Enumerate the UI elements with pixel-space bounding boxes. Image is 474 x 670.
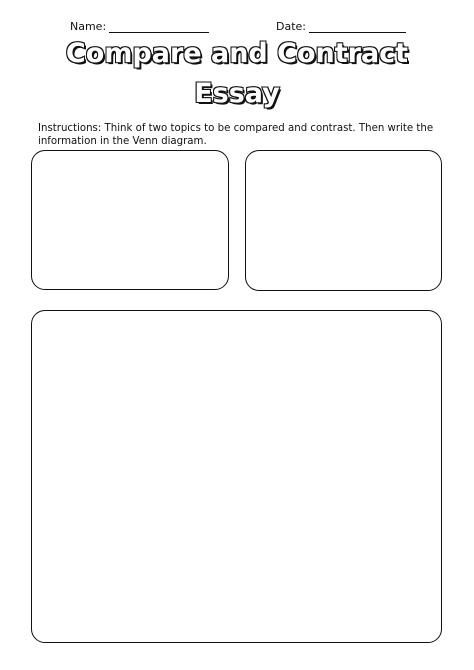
- page-title-line-2: Essay: [194, 78, 280, 109]
- venn-diagram-box[interactable]: [31, 310, 442, 643]
- date-field: [276, 20, 406, 33]
- name-label: Name:: [70, 20, 107, 33]
- instructions-label: Instructions:: [38, 123, 105, 134]
- date-label: Date:: [276, 20, 306, 33]
- instructions-text: Think of two topics to be compared and contrast. Then write the information in the Venn diagram.: [38, 123, 434, 147]
- date-blank-line[interactable]: [309, 20, 406, 33]
- topic-2-box[interactable]: [245, 150, 442, 291]
- name-field: [70, 20, 209, 33]
- page-title-line-1: Compare and Contract: [65, 38, 409, 69]
- topic-1-box[interactable]: [31, 150, 229, 290]
- name-blank-line[interactable]: [109, 20, 209, 33]
- instructions: [38, 122, 443, 148]
